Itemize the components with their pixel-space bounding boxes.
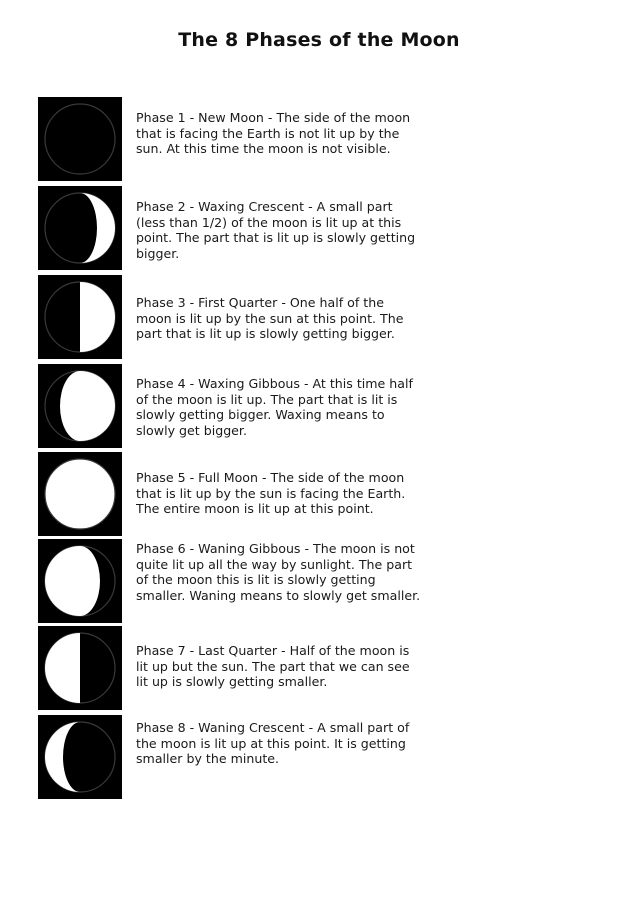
waxing-gibbous-icon xyxy=(38,364,122,448)
waning-gibbous-icon xyxy=(38,539,122,623)
full-moon-icon xyxy=(38,452,122,536)
phase-8-description: Phase 8 - Waning Crescent - A small part of the moon is lit up at this point. It is getting smaller by the minute. xyxy=(136,720,410,767)
phase-5-description: Phase 5 - Full Moon - The side of the moon that is lit up by the sun is facing the Earth. The entire moon is lit up at this point. xyxy=(136,470,406,517)
waxing-crescent-icon xyxy=(38,186,122,270)
phase-4-description: Phase 4 - Waxing Gibbous - At this time half of the moon is lit up. The part that is lit is slowly getting bigger. Waxing means to slowly get bigger. xyxy=(136,376,413,438)
phase-1-description: Phase 1 - New Moon - The side of the moon that is facing the Earth is not lit up by the sun. At this time the moon is not visible. xyxy=(136,110,411,157)
phase-6-description: Phase 6 - Waning Gibbous - The moon is not quite lit up all the way by sunlight. The part of the moon this is lit is slowly getting smaller. Waning means to slowly get smaller. xyxy=(136,541,421,603)
page-title: The 8 Phases of the Moon xyxy=(178,29,460,51)
phase-2-description: Phase 2 - Waxing Crescent - A small part (less than 1/2) of the moon is lit up at this point. The part that is lit up is slowly getting bigger. xyxy=(136,199,416,261)
new-moon-icon xyxy=(38,97,122,181)
first-quarter-icon xyxy=(38,275,122,359)
waning-crescent-icon xyxy=(38,715,122,799)
phase-3-description: Phase 3 - First Quarter - One half of the moon is lit up by the sun at this point. The part that is lit up is slowly getting bigger. xyxy=(136,295,404,342)
phase-7-description: Phase 7 - Last Quarter - Half of the moon is lit up but the sun. The part that we can see lit up is slowly getting smaller. xyxy=(136,643,410,690)
last-quarter-icon xyxy=(38,626,122,710)
